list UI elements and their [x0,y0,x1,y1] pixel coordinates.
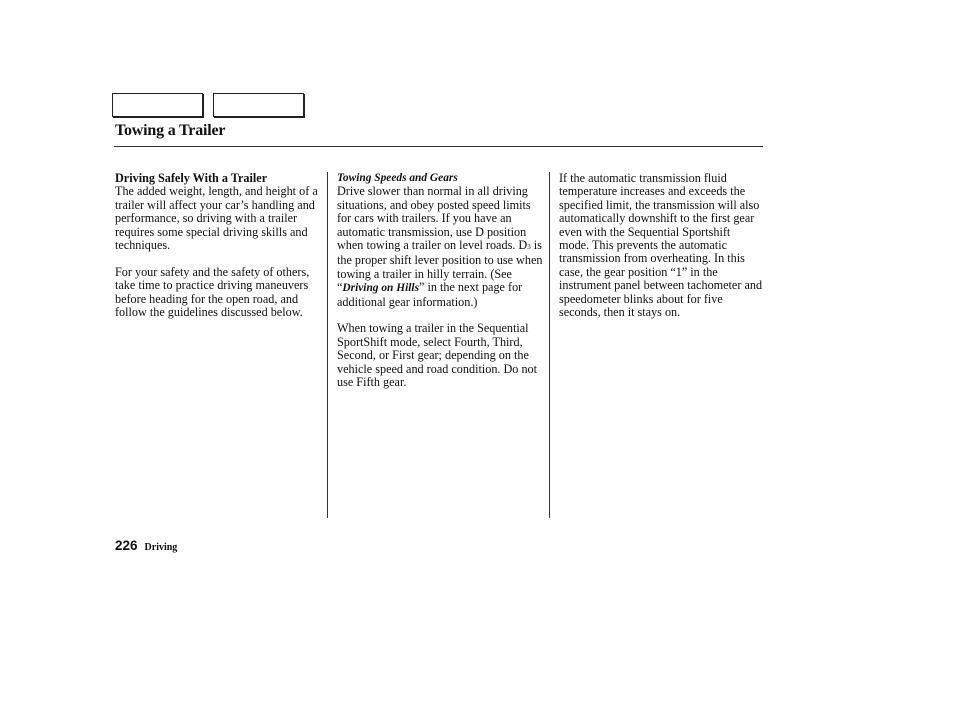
column-2 [337,172,547,403]
col1-paragraph-2: For your safety and the safety of others, take time to practice driving maneuvers before heading for the open road, and follow the guidelines discussed below. [115,264,310,320]
title-rule [114,146,763,147]
page-number: 226 [115,538,138,553]
column-1 [115,172,327,333]
col2-paragraph-1b: is the proper shift lever position to use when towing a trailer in hilly terrain. (See “ [337,238,543,295]
column-3 [559,172,763,333]
col1-paragraph-1: The added weight, length, and height of a trailer will affect your car’s handling and performance, so driving with a trailer requires some special driving skills and techniques. [115,184,318,253]
section-heading-driving-safely: Driving Safely With a Trailer [115,171,268,185]
section-heading-towing-speeds: Towing Speeds and Gears [337,172,458,184]
footer-section-label: Driving [144,542,178,553]
col1-section [115,172,327,252]
page-footer [115,537,177,555]
col2-section [337,172,547,309]
nav-tab-box-2[interactable] [213,93,304,117]
column-divider-2 [549,172,550,518]
page-title: Towing a Trailer [115,122,226,139]
col3-paragraph-1: If the automatic transmission fluid temperature increases and exceeds the specified limit, the transmission will also automatically downshift to the first gear even with the Sequential Sportshift mode. This prevents the automatic transmission from overheating. In this case, the gear position “1” in the instrument panel between tachometer and speedometer blinks about for five seconds, then it stays on. [559,171,763,320]
column-divider-1 [327,172,328,518]
col2-paragraph-1c: ” in the next page for additional gear information.) [337,280,523,309]
col2-paragraph-2: When towing a trailer in the Sequential SportShift mode, select Fourth, Third, Second, or First gear; depending on the vehicle speed and road condition. Do not use Fifth gear. [337,321,538,390]
col2-paragraph-1a: Drive slower than normal in all driving situations, and obey posted speed limits for cars with trailers. If you have an automatic transmission, use D position when towing a trailer on level roads. D [337,184,531,253]
driving-on-hills-link[interactable]: Driving on Hills [342,282,420,295]
nav-tab-box-1[interactable] [112,93,203,117]
d3-subscript: 3 [527,243,531,252]
